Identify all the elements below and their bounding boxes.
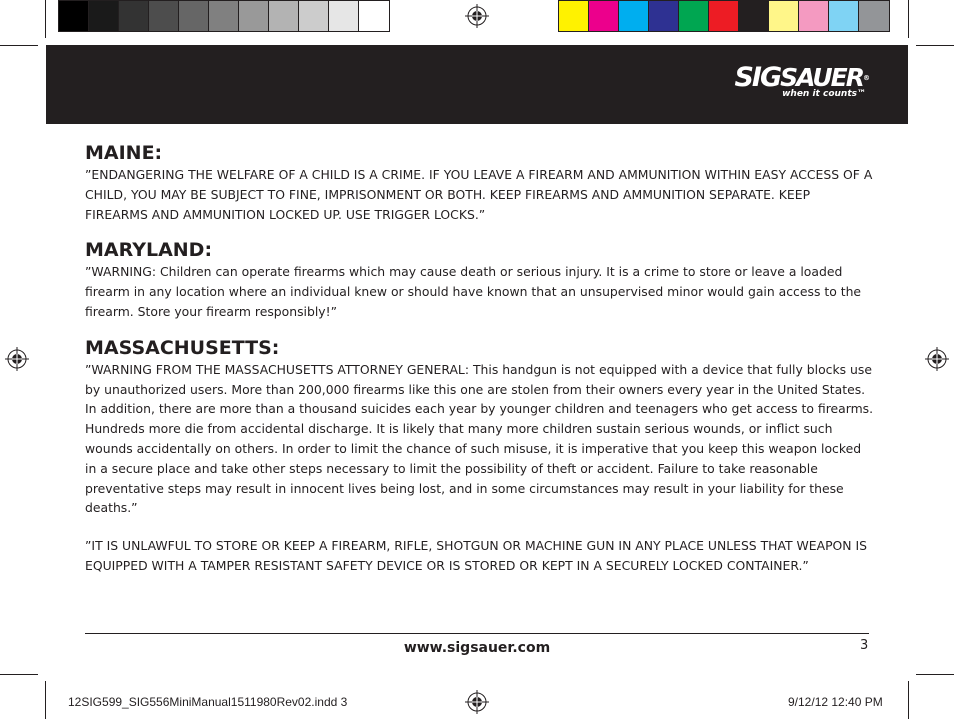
section-paragraph: ”WARNING FROM THE MASSACHUSETTS ATTORNEY GENERAL: This handgun is not equipped with a device that fully blocks use by unauthorized users. More than 200,000 firearms like this one are stolen from their owners every year in the United States. In addition, there are more than a thousand suicides each year by younger children and teenagers who get access to firearms. Hundreds more die from accidental discharge. It is likely that many more children sustain serious wounds, or inflict such wounds accidentally on others. In order to limit the chance of such misuse, it is imperative that you keep this weapon locked in a secure place and take other steps necessary to limit the possibility of theft or accident. Failure to take reasonable preventative steps may result in innocent lives being lost, and in some circumstances may result in your liability for these deaths.” — [85, 361, 874, 516]
logo-registered: ® — [863, 74, 870, 82]
section-paragraph: ”IT IS UNLAWFUL TO STORE OR KEEP A FIREARM, RIFLE, SHOTGUN OR MACHINE GUN IN ANY PLACE UNLESS THAT WEAPON IS EQUIPPED WITH A TAMPER RESISTANT SAFETY DEVICE OR IS STORED OR KEPT IN A SECURELY LOCKED CONTAINER.” — [85, 538, 868, 573]
crop-mark-top-right-horizontal — [916, 45, 954, 46]
grayscale-swatch — [209, 1, 239, 31]
grayscale-swatch — [269, 1, 299, 31]
grayscale-swatch — [239, 1, 269, 31]
section-paragraph: ”WARNING: Children can operate firearms which may cause death or serious injury. It is a crime to store or leave a loaded firearm in any location where an individual knew or should have known that an unsupervised minor would gain access to the firearm. Store your firearm responsibly!” — [85, 264, 862, 319]
grayscale-swatch — [359, 1, 389, 31]
slug-filename: 12SIG599_SIG556MiniManual1511980Rev02.indd 3 — [68, 695, 348, 709]
registration-mark-right-icon — [925, 347, 949, 371]
grayscale-swatch — [149, 1, 179, 31]
process-color-bar — [558, 0, 890, 32]
process-swatch — [649, 1, 679, 31]
logo-wordmark — [734, 62, 870, 93]
process-swatch — [829, 1, 859, 31]
logo-tagline: when it counts™ — [782, 89, 866, 99]
process-swatch — [559, 1, 589, 31]
process-swatch — [739, 1, 769, 31]
slug-timestamp: 9/12/12 12:40 PM — [788, 695, 883, 709]
grayscale-swatch — [89, 1, 119, 31]
logo-sig: SIG — [734, 62, 781, 93]
grayscale-swatch — [119, 1, 149, 31]
process-swatch — [619, 1, 649, 31]
section-maine — [85, 141, 875, 224]
process-swatch — [859, 1, 889, 31]
section-heading: MARYLAND: — [85, 239, 213, 262]
crop-mark-bottom-left-horizontal — [0, 674, 38, 675]
registration-mark-bottom-icon — [465, 690, 489, 714]
website-link[interactable]: www.sigsauer.com — [403, 640, 551, 656]
registration-mark-left-icon — [5, 347, 29, 371]
section-massachusetts — [85, 336, 875, 576]
grayscale-swatch — [59, 1, 89, 31]
process-swatch — [589, 1, 619, 31]
section-heading: MASSACHUSETTS: — [85, 336, 280, 359]
process-swatch — [709, 1, 739, 31]
section-heading: MAINE: — [85, 142, 163, 164]
crop-mark-top-left-vertical — [45, 0, 46, 38]
crop-mark-bottom-left-vertical — [45, 681, 46, 719]
logo-sauer: SAUER — [780, 63, 863, 92]
section-paragraph: ”ENDANGERING THE WELFARE OF A CHILD IS A CRIME. IF YOU LEAVE A FIREARM AND AMMUNITION WITHIN EASY ACCESS OF A CHILD, YOU MAY BE SUBJECT TO FINE, IMPRISONMENT OR BOTH. KEEP FIREARMS AND AMMUNITION SEPARATE. KEEP FIREARMS AND AMMUNITION LOCKED UP. USE TRIGGER LOCKS.” — [85, 167, 873, 222]
sig-sauer-logo — [734, 62, 870, 100]
crop-mark-bottom-right-horizontal — [916, 674, 954, 675]
registration-mark-top-icon — [465, 4, 489, 28]
page-number: 3 — [860, 638, 869, 653]
grayscale-swatch — [299, 1, 329, 31]
process-swatch — [799, 1, 829, 31]
grayscale-color-bar — [58, 0, 390, 32]
crop-mark-bottom-right-vertical — [908, 681, 909, 719]
grayscale-swatch — [329, 1, 359, 31]
process-swatch — [769, 1, 799, 31]
crop-mark-top-right-vertical — [908, 0, 909, 38]
crop-mark-top-left-horizontal — [0, 45, 38, 46]
grayscale-swatch — [179, 1, 209, 31]
process-swatch — [679, 1, 709, 31]
footer-rule — [85, 633, 869, 634]
header-band — [46, 45, 908, 124]
legal-warnings-content — [85, 141, 875, 576]
section-maryland — [85, 238, 875, 321]
